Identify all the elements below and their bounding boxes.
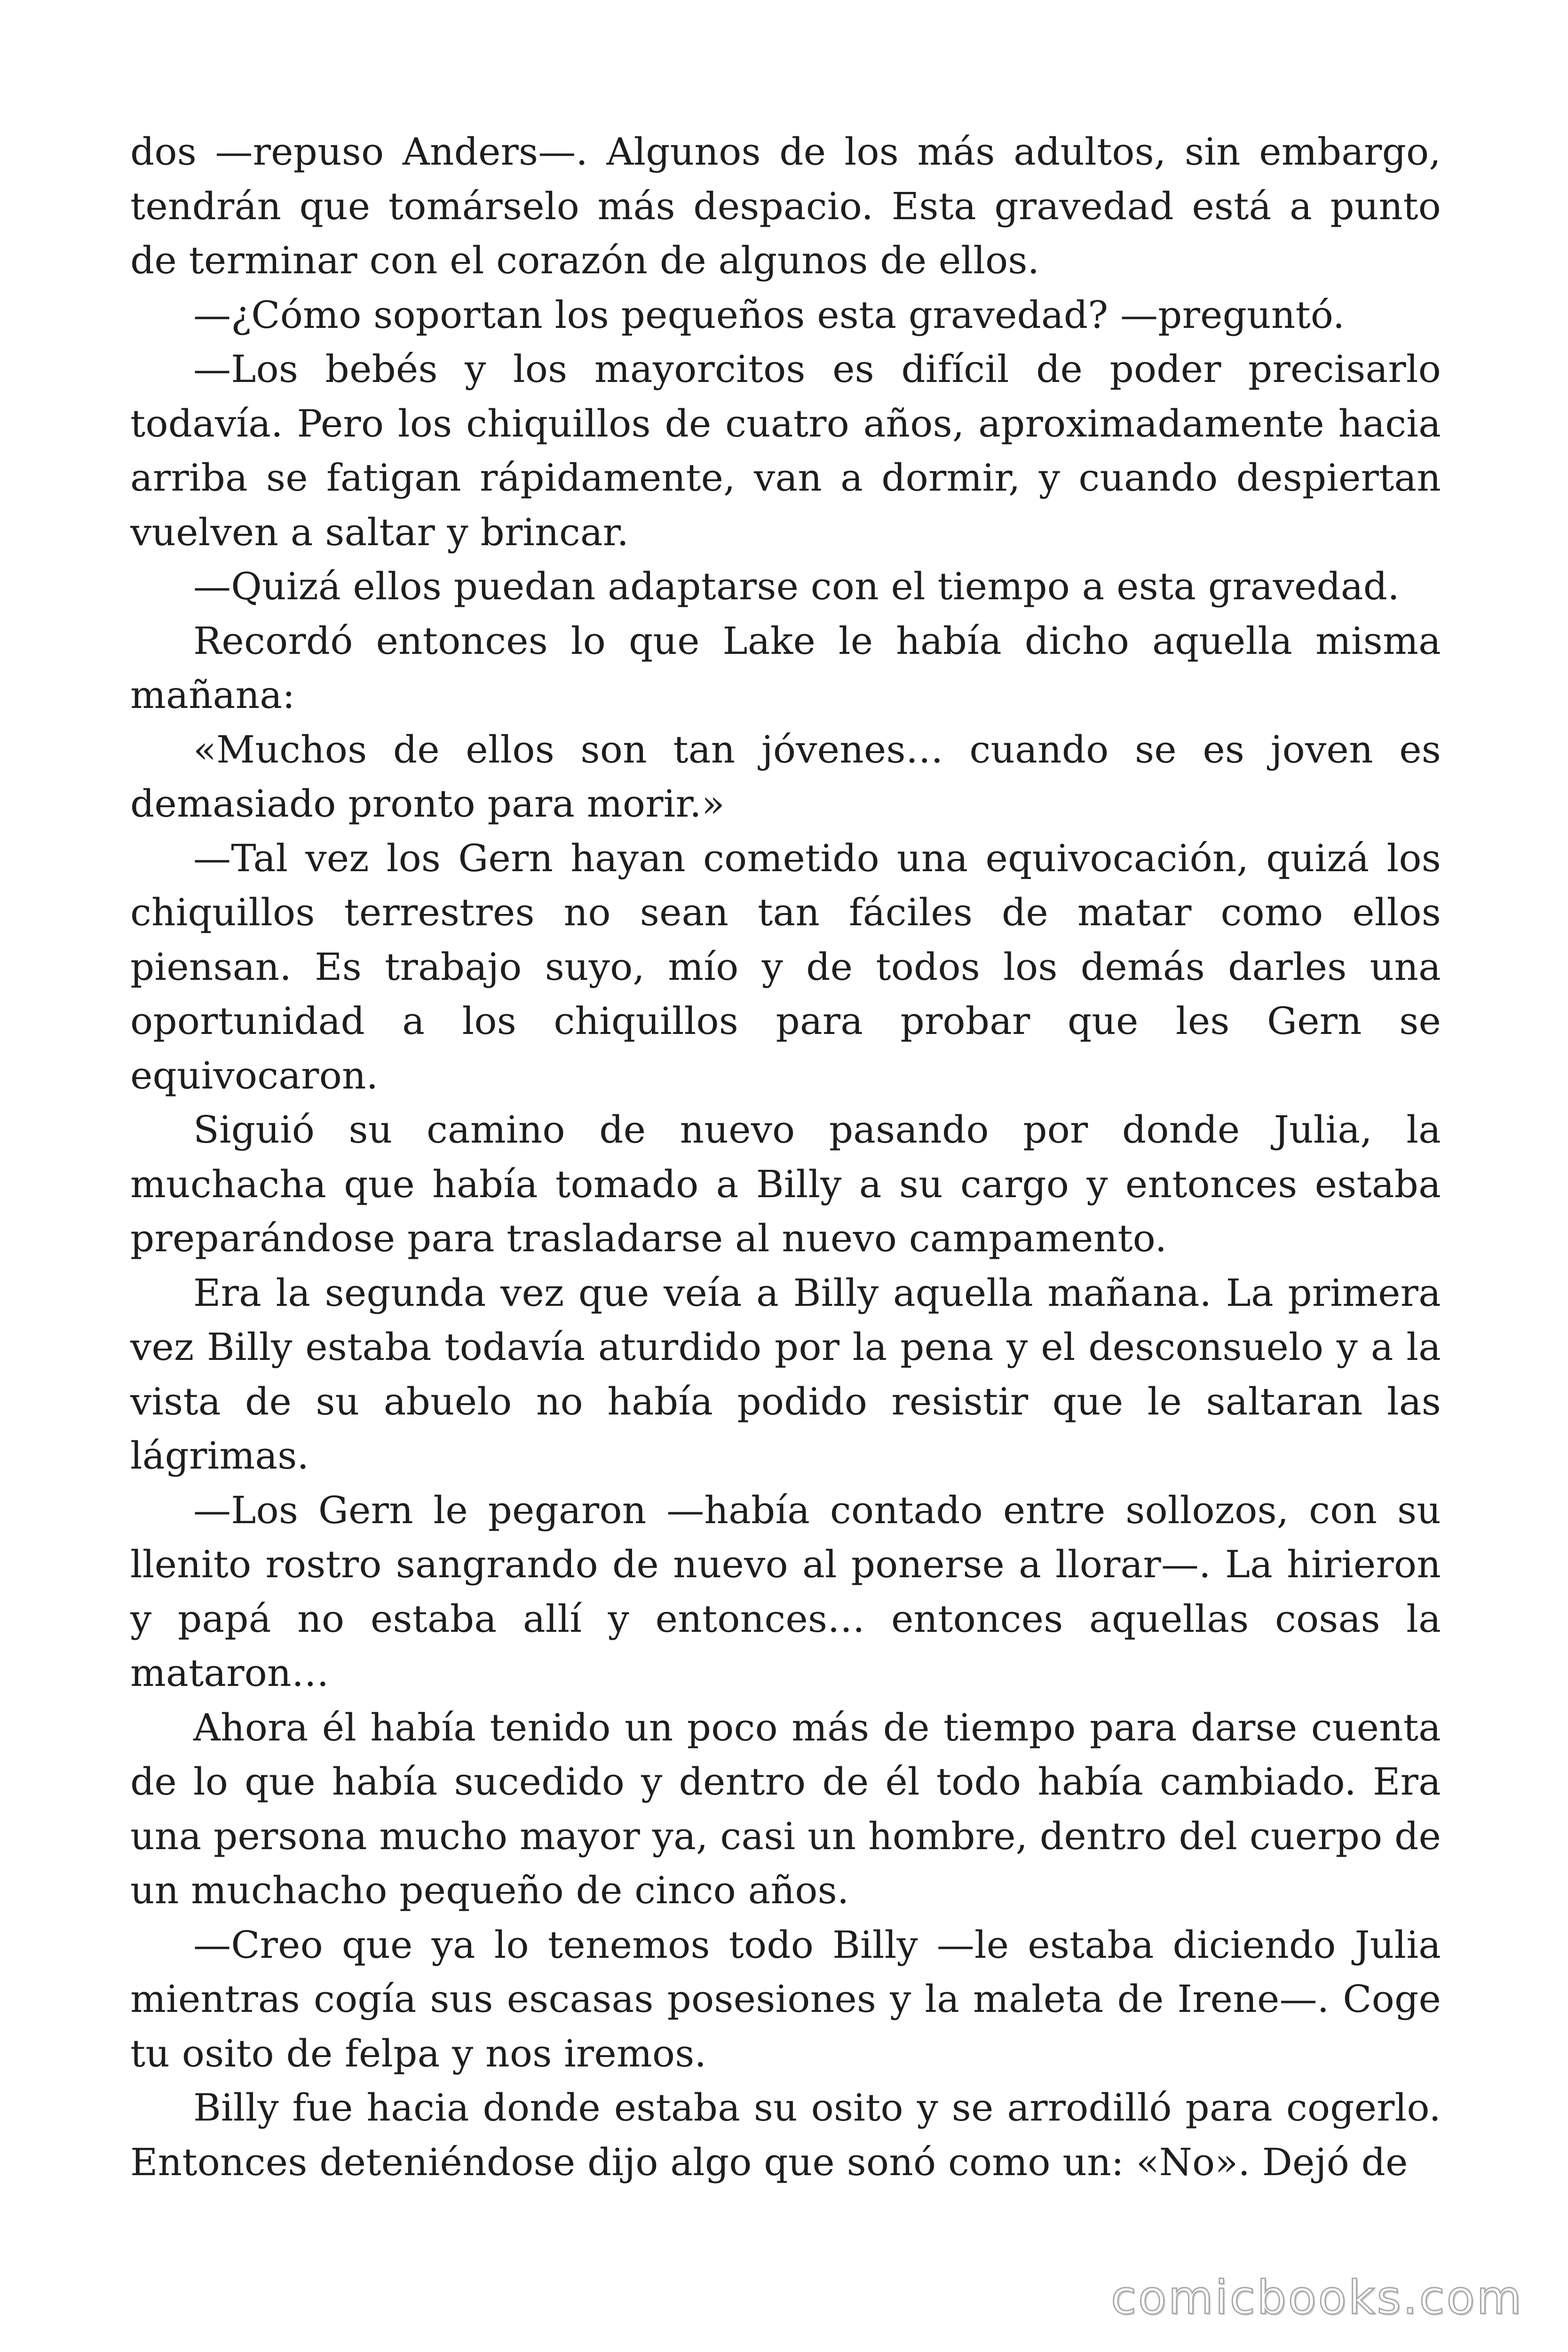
paragraph: —Tal vez los Gern hayan cometido una equivocación, quizá los chiquillos terrestres no sean tan fáciles de matar como ellos piensan. Es trabajo suyo, mío y de todos los demás darles una oportunidad a los chiquillos para probar que les Gern se equivocaron. (130, 836, 1441, 1097)
paragraph: —Quizá ellos puedan adaptarse con el tiempo a esta gravedad. (193, 564, 1400, 608)
paragraph: —Los Gern le pegaron —había contado entre sollozos, con su llenito rostro sangrando de nuevo al ponerse a llorar—. La hirieron y papá no estaba allí y entonces… entonces aquellas cosas la mataron… (130, 1488, 1441, 1695)
paragraph: Billy fue hacia donde estaba su osito y se arrodilló para cogerlo. Entonces deteniéndose dijo algo que sonó como un: «No». Dejó de (130, 2086, 1441, 2184)
paragraph: dos —repuso Anders—. Algunos de los más adultos, sin embargo, tendrán que tomárselo más despacio. Esta gravedad está a punto de terminar con el corazón de algunos de ellos. (130, 130, 1441, 282)
paragraph: Era la segunda vez que veía a Billy aquella mañana. La primera vez Billy estaba todavía aturdido por la pena y el desconsuelo y a la vista de su abuelo no había podido resistir que le saltaran las lágrimas. (130, 1271, 1441, 1478)
paragraph: «Muchos de ellos son tan jóvenes… cuando se es joven es demasiado pronto para morir.» (130, 727, 1441, 826)
paragraph: Ahora él había tenido un poco más de tiempo para darse cuenta de lo que había sucedido y dentro de él todo había cambiado. Era una persona mucho mayor ya, casi un hombre, dentro del cuerpo de un muchacho pequeño de cinco años. (130, 1705, 1441, 1912)
paragraph: —Creo que ya lo tenemos todo Billy —le estaba diciendo Julia mientras cogía sus escasas posesiones y la maleta de Irene—. Coge tu osito de felpa y nos iremos. (130, 1923, 1441, 2075)
paragraph: —Los bebés y los mayorcitos es difícil de poder precisarlo todavía. Pero los chiquillos de cuatro años, aproximadamente hacia arriba se fatigan rápidamente, van a dormir, y cuando despiertan vuelven a saltar y brincar. (130, 347, 1441, 554)
watermark: comicbooks.com (1111, 2271, 1523, 2325)
paragraph: Siguió su camino de nuevo pasando por donde Julia, la muchacha que había tomado a Billy a su cargo y entonces estaba preparándose para trasladarse al nuevo campamento. (130, 1108, 1441, 1260)
paragraph: —¿Cómo soportan los pequeños esta gravedad? —preguntó. (193, 293, 1345, 337)
book-page-text (130, 125, 1441, 2189)
paragraph: Recordó entonces lo que Lake le había dicho aquella misma mañana: (130, 619, 1441, 717)
